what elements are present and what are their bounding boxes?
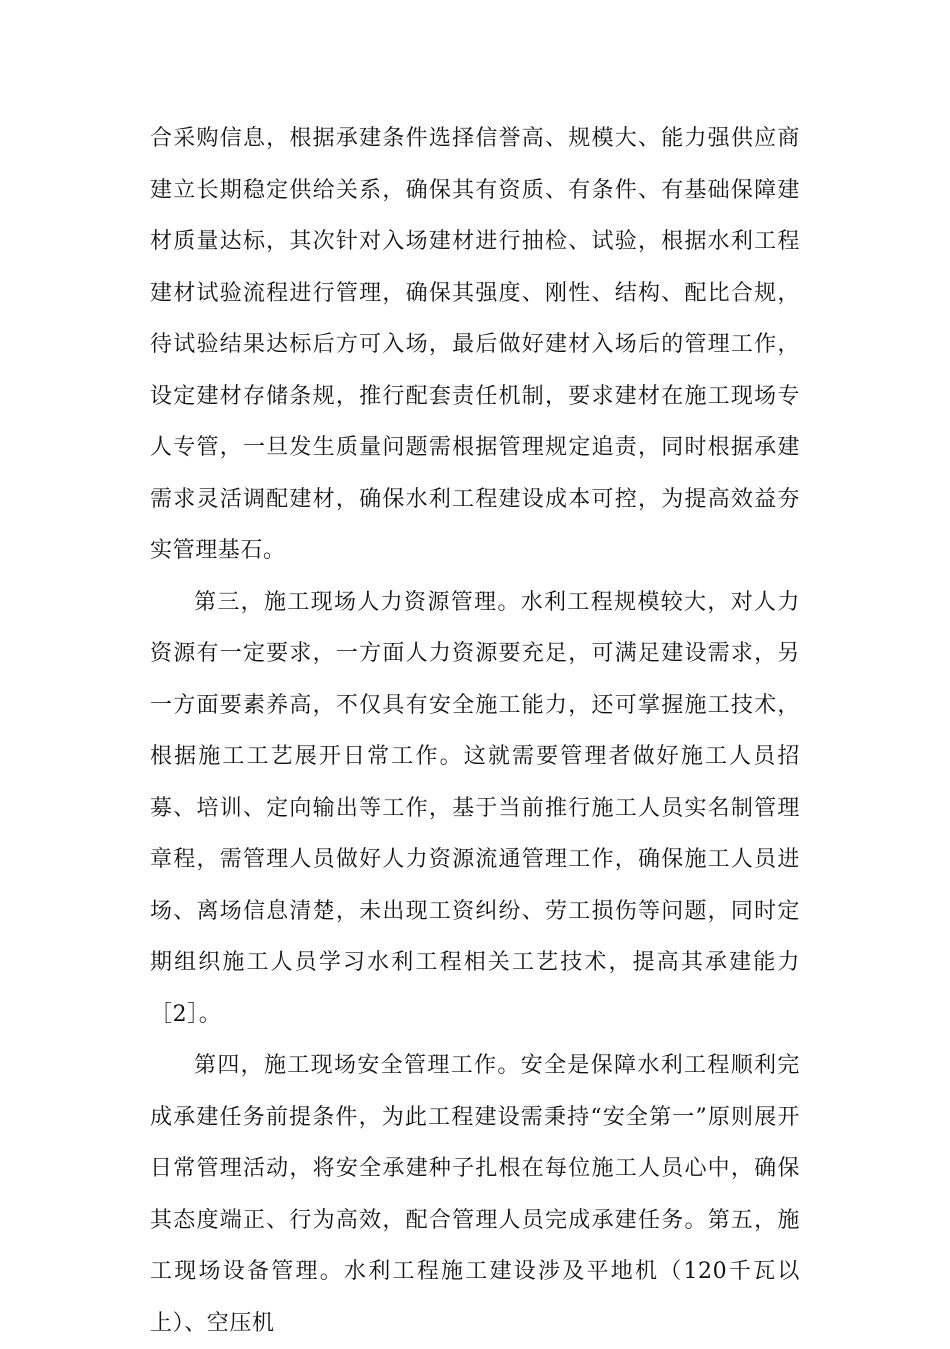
paragraph-continuation: 合采购信息，根据承建条件选择信誉高、规模大、能力强供应商建立长期稳定供给关系，确保其有资质、有条件、有基础保障建材质量达标，其次针对入场建材进行抽检、试验，根据水利工程建材试验流程进行管理，确保其强度、刚性、结构、配比合规，待试验结果达标后方可入场，最后做好建材入场后的管理工作，设定建材存储条规，推行配套责任机制，要求建材在施工现场专人专管，一旦发生质量问题需根据管理规定追责，同时根据承建需求灵活调配建材，确保水利工程建设成本可控，为提高效益夯实管理基石。 — [150, 126, 800, 563]
paragraph-safety-management: 第四，施工现场安全管理工作。安全是保障水利工程顺利完成承建任务前提条件，为此工程建设需秉持“安全第一”原则展开日常管理活动，将安全承建种子扎根在每位施工人员心中，确保其态度端正、行为高效，配合管理人员完成承建任务。第五，施工现场设备管理。水利工程施工建设涉及平地机（120千瓦以上）、空压机 — [150, 1053, 800, 1336]
paragraph-human-resources: 第三，施工现场人力资源管理。水利工程规模较大，对人力资源有一定要求，一方面人力资源要充足，可满足建设需求，另一方面要素养高，不仅具有安全施工能力，还可掌握施工技术，根据施工工艺展开日常工作。这就需要管理者做好施工人员招募、培训、定向输出等工作，基于当前推行施工人员实名制管理章程，需管理人员做好人力资源流通管理工作，确保施工人员进场、离场信息清楚，未出现工资纠纷、劳工损伤等问题，同时定期组织施工人员学习水利工程相关工艺技术，提高其承建能力［2］。 — [150, 589, 800, 1027]
document-page — [150, 113, 800, 1349]
